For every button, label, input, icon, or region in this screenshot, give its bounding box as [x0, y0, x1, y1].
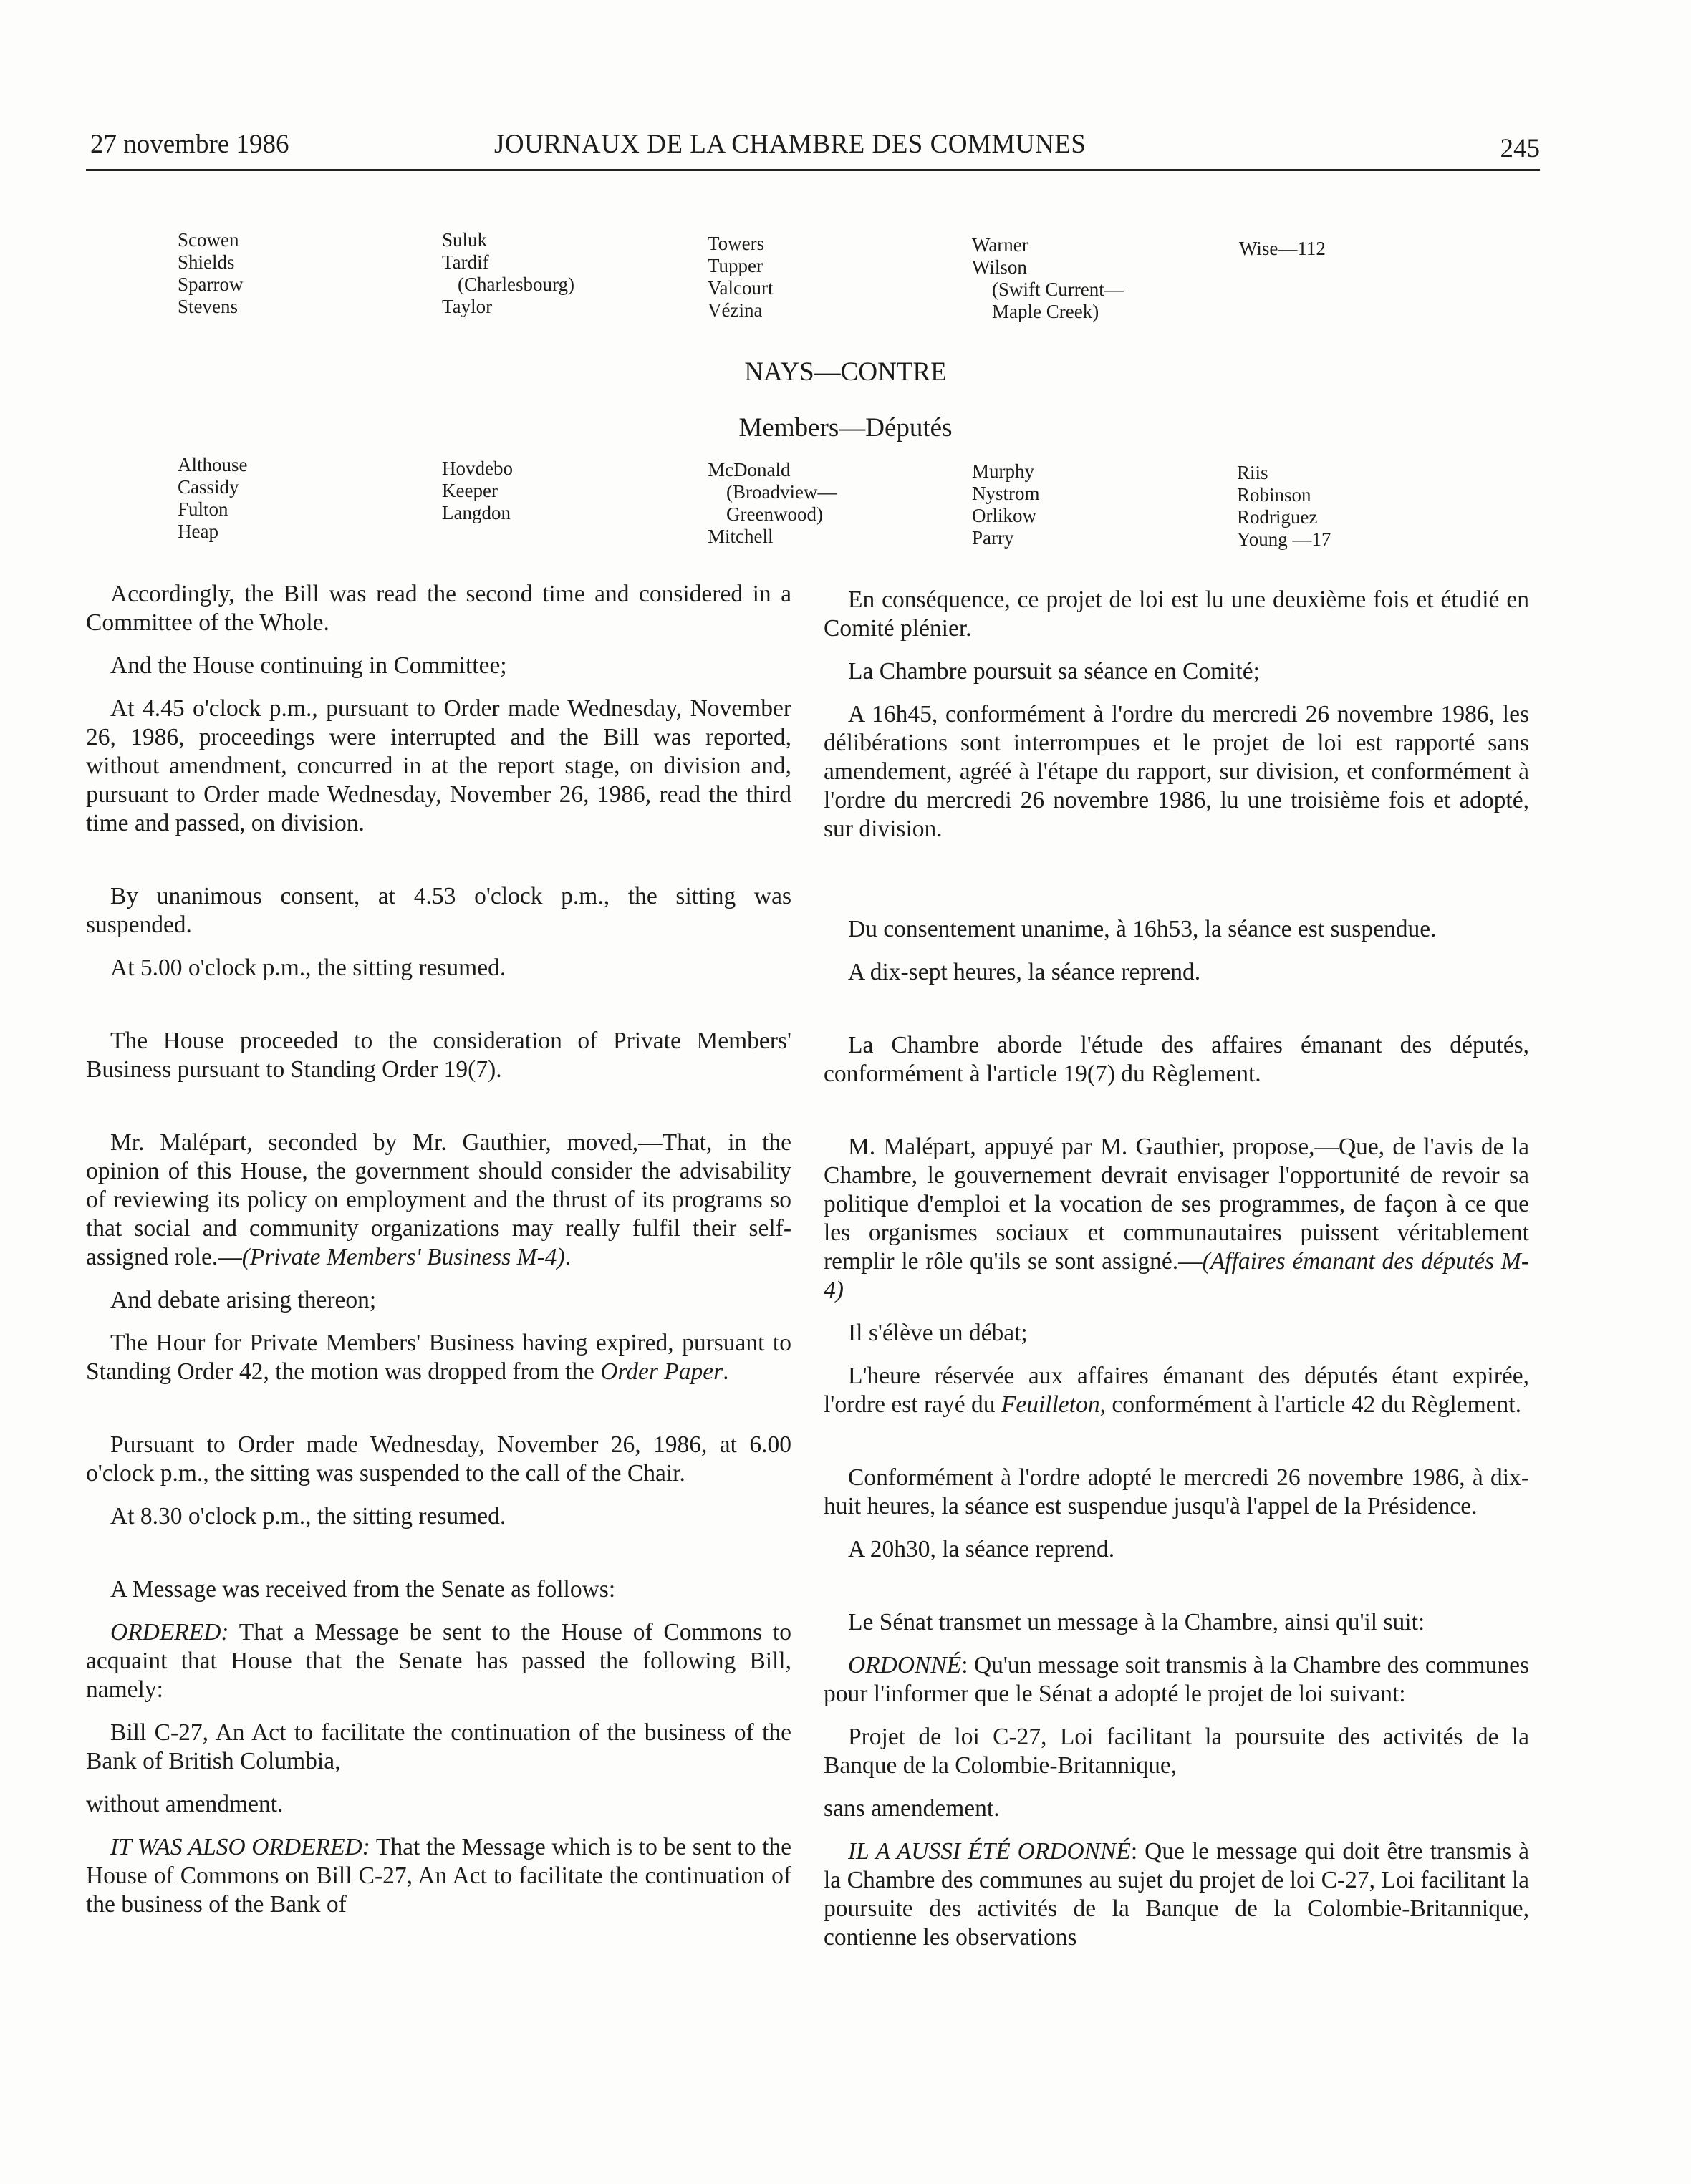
paragraph-end: .	[723, 1358, 729, 1385]
yeas-column-1	[178, 229, 243, 318]
member-name: Warner	[972, 234, 1028, 256]
paragraph: At 4.45 o'clock p.m., pursuant to Order made Wednesday, November 26, 1986, proceedings were interrupted and the Bill was reported, without amendment, concurred in at the report stage, on division and, pursuant to Order made Wednesday, November 26, 1986, read the third time and passed, on division.	[86, 695, 791, 836]
member-name: Cassidy	[178, 476, 239, 498]
member-riding: Greenwood)	[726, 503, 823, 525]
member-name: Langdon	[442, 502, 511, 523]
member-name: Keeper	[442, 480, 498, 501]
nays-heading-text: NAYS—CONTRE	[744, 357, 947, 387]
page-number: 245	[1500, 134, 1540, 163]
motion-paragraph	[824, 1133, 1529, 1305]
member-name: Murphy	[972, 460, 1034, 482]
member-name: Mitchell	[708, 526, 774, 547]
member-name: Shields	[178, 251, 235, 273]
yeas-column-3	[708, 233, 773, 322]
paragraph: sans amendement.	[824, 1795, 1000, 1822]
paragraph-text: That a Message be sent to the House of Commons to acquaint that House that the Senate has passed the following Bill, namely:	[86, 1619, 791, 1703]
paragraph: Le Sénat transmet un message à la Chambre, ainsi qu'il suit:	[848, 1609, 1425, 1635]
paragraph	[86, 1833, 791, 1919]
paragraph-text: : Qu'un message soit transmis à la Chambre des communes pour l'informer que le Sénat a adopté le projet de loi suivant:	[824, 1652, 1529, 1707]
paragraph: And debate arising thereon;	[110, 1287, 377, 1313]
paragraph	[824, 1651, 1529, 1709]
paragraph-end: , conformément à l'article 42 du Règlement.	[1099, 1391, 1521, 1418]
paragraph: without amendment.	[86, 1791, 284, 1817]
member-riding: (Charlesbourg)	[458, 274, 574, 295]
yeas-column-5	[1239, 238, 1326, 260]
paragraph: At 8.30 o'clock p.m., the sitting resumed.	[110, 1503, 506, 1530]
member-name: Riis	[1237, 462, 1268, 483]
yeas-column-4	[972, 234, 1124, 323]
paragraph-text: The Hour for Private Members' Business having expired, pursuant to Standing Order 42, the motion was dropped from the	[86, 1330, 791, 1385]
member-name: Young —17	[1237, 528, 1331, 550]
member-name: Scowen	[178, 229, 239, 251]
paragraph: A 16h45, conformément à l'ordre du mercredi 26 novembre 1986, les délibérations sont interrompues et le projet de loi est rapporté sans amendement, agréé à l'étape du rapport, sur division, et conformément à l'ordre du mercredi 26 novembre 1986, lu une troisième fois et adopté, sur division.	[824, 701, 1529, 842]
member-name: Sparrow	[178, 274, 244, 295]
member-name: Tardif	[442, 251, 489, 273]
member-name: Stevens	[178, 296, 238, 317]
journal-title: JOURNAUX DE LA CHAMBRE DES COMMUNES	[494, 130, 1087, 159]
member-riding: (Broadview—	[726, 481, 837, 503]
members-heading-text: Members—Députés	[738, 413, 953, 443]
ordered-label: ORDONNÉ	[848, 1652, 962, 1678]
paragraph	[824, 1837, 1529, 1952]
paragraph	[824, 1362, 1529, 1419]
member-name: Parry	[972, 527, 1014, 549]
paragraph: Bill C-27, An Act to facilitate the continuation of the business of the Bank of British Columbia,	[86, 1719, 791, 1774]
member-name: Valcourt	[708, 277, 774, 299]
member-name: Vézina	[708, 299, 763, 321]
member-riding: (Swift Current—	[992, 279, 1124, 300]
paragraph: Accordingly, the Bill was read the second time and considered in a Committee of the Whole.	[86, 581, 791, 636]
member-name: Orlikow	[972, 505, 1036, 526]
nays-heading	[0, 357, 1691, 387]
also-ordered-label: IT WAS ALSO ORDERED:	[110, 1834, 370, 1860]
paragraph: A 20h30, la séance reprend.	[848, 1536, 1115, 1562]
paragraph: Projet de loi C-27, Loi facilitant la poursuite des activités de la Banque de la Colombie-Britannique,	[824, 1724, 1529, 1779]
member-riding: Maple Creek)	[992, 301, 1099, 322]
paragraph-text: That the Message which is to be sent to the House of Commons on Bill C-27, An Act to facilitate the continuation of the business of the Bank of	[86, 1834, 792, 1918]
paragraph: Du consentement unanime, à 16h53, la séance est suspendue.	[848, 916, 1437, 942]
motion-text: M. Malépart, appuyé par M. Gauthier, propose,—Que, de l'avis de la Chambre, le gouvernement devrait envisager l'opportunité de revoir sa politique d'emploi et la vocation de ses programmes, de façon à ce que les organismes sociaux et communautaires puissent véritablement remplir le rôle qu'ils se sont assigné.—	[824, 1134, 1529, 1275]
paragraph: Il s'élève un débat;	[848, 1320, 1028, 1346]
member-name: Hovdebo	[442, 458, 513, 479]
paragraph: The House proceeded to the consideration of Private Members' Business pursuant to Standing Order 19(7).	[86, 1028, 791, 1083]
member-name: Tupper	[708, 255, 763, 276]
member-name: McDonald	[708, 459, 791, 480]
french-column	[824, 586, 1529, 1952]
member-name: Wise—112	[1239, 238, 1326, 259]
paragraph: En conséquence, ce projet de loi est lu une deuxième fois et étudié en Comité plénier.	[824, 586, 1529, 642]
paragraph: At 5.00 o'clock p.m., the sitting resumed.	[110, 955, 506, 981]
members-heading	[0, 412, 1691, 443]
order-paper-ref: Order Paper	[600, 1358, 723, 1385]
nays-column-2	[442, 458, 513, 524]
motion-end: .	[564, 1244, 572, 1270]
page-header	[86, 129, 1540, 171]
motion-reference: (Affaires émanant des députés M-4)	[824, 1248, 1529, 1303]
paragraph	[86, 1329, 791, 1386]
member-name: Towers	[708, 233, 765, 254]
member-name: Suluk	[442, 229, 488, 251]
paragraph: La Chambre aborde l'étude des affaires émanant des députés, conformément à l'article 19(7) du Règlement.	[824, 1032, 1529, 1087]
motion-text: Mr. Malépart, seconded by Mr. Gauthier, moved,—That, in the opinion of this House, the government should consider the advisability of reviewing its policy on employment and the thrust of its programs so that social and community organizations may really fulfil their self-assigned role.—	[86, 1129, 791, 1270]
member-name: Rodriguez	[1237, 506, 1318, 528]
paragraph-text: L'heure réservée aux affaires émanant des députés étant expirée, l'ordre est rayé du	[824, 1363, 1529, 1418]
paragraph: Pursuant to Order made Wednesday, November 26, 1986, at 6.00 o'clock p.m., the sitting was suspended to the call of the Chair.	[86, 1431, 791, 1487]
member-name: Althouse	[178, 454, 248, 475]
also-ordered-label: IL A AUSSI ÉTÉ ORDONNÉ	[848, 1838, 1131, 1865]
member-name: Nystrom	[972, 483, 1040, 504]
nays-column-1	[178, 454, 248, 543]
ordered-label: ORDERED:	[110, 1619, 229, 1646]
member-name: Heap	[178, 521, 218, 542]
motion-reference: (Private Members' Business M-4)	[241, 1244, 565, 1270]
paragraph: A Message was received from the Senate as follows:	[110, 1576, 616, 1603]
header-date: 27 novembre 1986	[90, 130, 289, 159]
member-name: Taylor	[442, 296, 493, 317]
english-column	[86, 580, 791, 1919]
yeas-column-2	[442, 229, 574, 318]
paragraph: A dix-sept heures, la séance reprend.	[848, 959, 1201, 985]
member-name: Robinson	[1237, 484, 1311, 506]
paragraph: Conformément à l'ordre adopté le mercredi 26 novembre 1986, à dix-huit heures, la séance est suspendue jusqu'à l'appel de la Présidence.	[824, 1464, 1529, 1519]
nays-column-3	[708, 459, 837, 548]
nays-column-5	[1237, 462, 1331, 551]
paragraph: By unanimous consent, at 4.53 o'clock p.m., the sitting was suspended.	[86, 883, 791, 938]
paragraph: La Chambre poursuit sa séance en Comité;	[848, 658, 1260, 685]
nays-column-4	[972, 460, 1040, 549]
paragraph	[86, 1618, 791, 1704]
motion-paragraph	[86, 1129, 791, 1272]
paragraph-text: : Que le message qui doit être transmis à la Chambre des communes au sujet du projet de loi C-27, Loi facilitant la poursuite des activités de la Banque de la Colombie-Britannique, contienne les observations	[824, 1838, 1529, 1951]
paragraph: And the House continuing in Committee;	[110, 652, 507, 679]
feuilleton-ref: Feuilleton	[1001, 1391, 1100, 1418]
member-name: Fulton	[178, 498, 228, 520]
member-name: Wilson	[972, 256, 1027, 278]
